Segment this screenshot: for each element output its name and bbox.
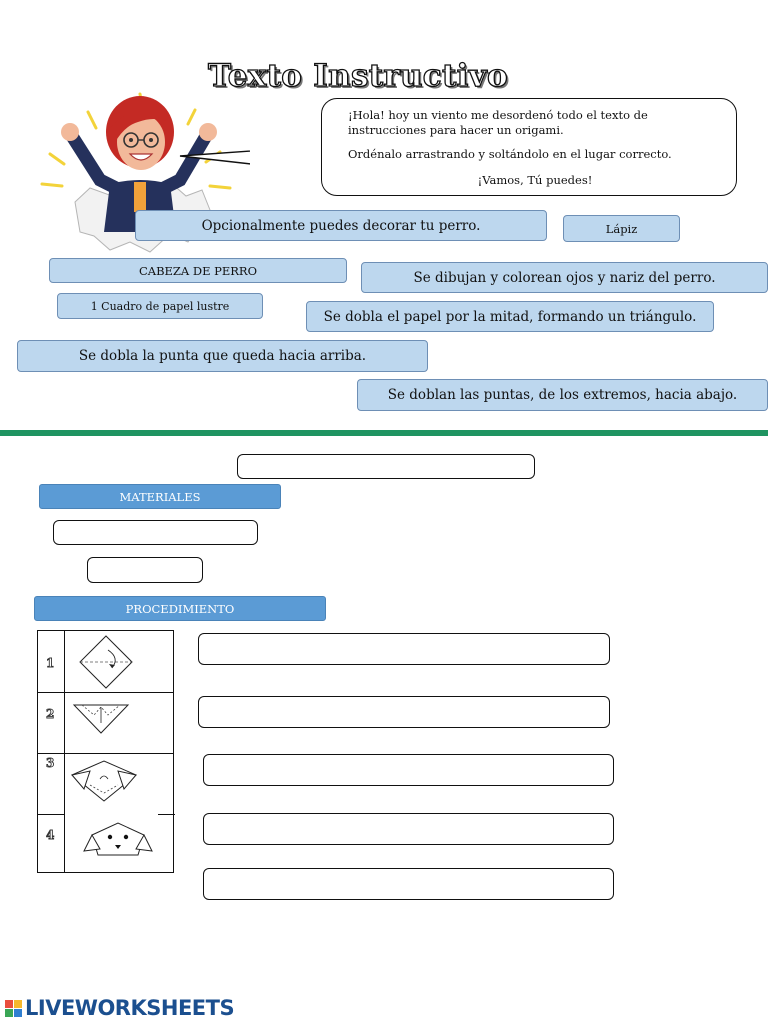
origami-step-2-icon	[72, 701, 130, 735]
section-header-procedimiento: PROCEDIMIENTO	[34, 596, 326, 621]
draggable-card-punta-arriba[interactable]: Se dobla la punta que queda hacia arriba.	[17, 340, 428, 372]
draggable-card-triangulo[interactable]: Se dobla el papel por la mitad, formando un triángulo.	[306, 301, 714, 332]
step-number-3: 3	[46, 756, 55, 770]
step-number-2: 2	[46, 707, 55, 721]
speech-bubble	[321, 98, 737, 196]
step-number-1: 1	[46, 656, 55, 670]
footer-brand-text: LIVEWORKSHEETS	[25, 996, 235, 1020]
draggable-card-decorar[interactable]: Opcionalmente puedes decorar tu perro.	[135, 210, 547, 241]
origami-step-3-icon	[70, 759, 138, 803]
drop-zone-material-1[interactable]	[53, 520, 258, 545]
step-number-4: 4	[46, 828, 55, 842]
drop-zone-title[interactable]	[237, 454, 535, 479]
liveworksheets-logo[interactable]	[5, 996, 234, 1020]
drop-zone-step-5[interactable]	[203, 868, 614, 900]
draggable-card-lapiz[interactable]: Lápiz	[563, 215, 680, 242]
draggable-card-puntas-abajo[interactable]: Se doblan las puntas, de los extremos, hacia abajo.	[357, 379, 768, 411]
liveworksheets-logo-icon	[5, 1000, 22, 1017]
draggable-card-cabeza-de-perro[interactable]: CABEZA DE PERRO	[49, 258, 347, 283]
bubble-line-2: Ordénalo arrastrando y soltándolo en el lugar correcto.	[348, 147, 672, 161]
origami-step-4-icon	[82, 821, 154, 859]
origami-step-1-icon	[78, 634, 134, 690]
draggable-card-papel-lustre[interactable]: 1 Cuadro de papel lustre	[57, 293, 263, 319]
draggable-card-ojos-nariz[interactable]: Se dibujan y colorean ojos y nariz del perro.	[361, 262, 768, 293]
drop-zone-step-1[interactable]	[198, 633, 610, 665]
drop-zone-step-2[interactable]	[198, 696, 610, 728]
section-header-materiales: MATERIALES	[39, 484, 281, 509]
page-title: Texto Instructivo	[208, 58, 508, 94]
section-divider	[0, 430, 768, 436]
drop-zone-material-2[interactable]	[87, 557, 203, 583]
bubble-line-1: ¡Hola! hoy un viento me desordenó todo el texto de instrucciones para hacer un origami.	[348, 108, 648, 137]
bubble-line-3: ¡Vamos, Tú puedes!	[477, 173, 593, 187]
steps-table	[37, 630, 174, 873]
drop-zone-step-4[interactable]	[203, 813, 614, 845]
drop-zone-step-3[interactable]	[203, 754, 614, 786]
